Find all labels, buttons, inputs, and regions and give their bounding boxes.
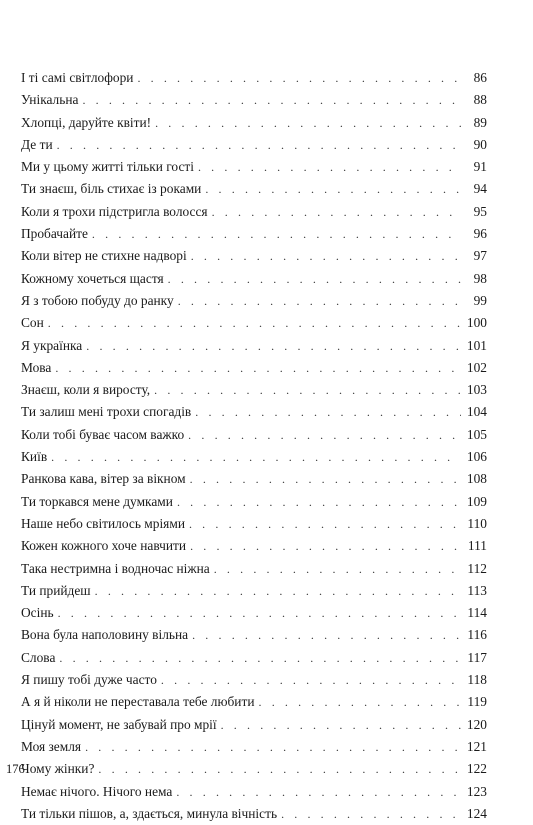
toc-entry-title: Ми у цьому житті тільки гості xyxy=(21,159,194,175)
toc-entry-page: 101 xyxy=(466,337,487,353)
toc-entry-title: Я пишу тобі дуже часто xyxy=(21,672,157,688)
toc-entry-page: 86 xyxy=(473,70,487,85)
toc-entry-title: Пробачайте xyxy=(21,226,88,242)
toc-entry-title: Я українка xyxy=(21,337,83,353)
dot-leader xyxy=(177,491,461,513)
toc-entry xyxy=(21,201,487,223)
toc-entry xyxy=(21,134,487,156)
dot-leader xyxy=(221,714,461,736)
toc-entry xyxy=(21,290,487,312)
toc-entry-page: 110 xyxy=(467,515,487,531)
toc-entry xyxy=(21,691,487,713)
toc-entry-title: Вона була наполовину вільна xyxy=(21,627,189,643)
toc-entry-title: Ти прийдеш xyxy=(21,582,91,598)
toc-entry-page: 91 xyxy=(473,159,487,175)
toc-entry xyxy=(21,379,487,401)
toc-entry-title: Цінуй момент, не забувай про мрії xyxy=(21,716,217,732)
toc-entry xyxy=(21,758,487,780)
toc-entry-page: 99 xyxy=(473,292,487,308)
toc-entry-page: 105 xyxy=(466,426,487,442)
dot-leader xyxy=(92,223,461,245)
toc-entry-page: 124 xyxy=(466,805,487,821)
toc-entry xyxy=(21,424,487,446)
toc-entry-page: 88 xyxy=(473,92,487,108)
dot-leader xyxy=(189,513,461,535)
dot-leader xyxy=(51,446,461,468)
toc-entry xyxy=(21,335,487,357)
toc-entry-page: 104 xyxy=(466,404,487,420)
toc-entry xyxy=(21,401,487,423)
toc-entry-title: Ранкова кава, вітер за вікном xyxy=(21,471,186,487)
dot-leader xyxy=(176,781,461,803)
toc-entry-page: 90 xyxy=(473,136,487,152)
toc-entry-page: 123 xyxy=(466,783,487,799)
toc-entry-title: Ти знаєш, біль стихає із роками xyxy=(21,181,202,197)
toc-entry-page: 111 xyxy=(467,538,487,554)
toc-entry-title: Наше небо світилось мріями xyxy=(21,515,185,531)
toc-entry-title: Кожен кожного хоче навчити xyxy=(21,538,187,554)
toc-entry xyxy=(21,357,487,379)
dot-leader xyxy=(95,580,461,602)
toc-entry-page: 121 xyxy=(466,738,487,754)
toc-entry-page: 94 xyxy=(473,181,487,197)
dot-leader xyxy=(281,803,461,825)
toc-entry-page: 118 xyxy=(467,672,487,688)
toc-entry-title: Унікальна xyxy=(21,92,79,108)
toc-entry-page: 109 xyxy=(466,493,487,509)
dot-leader xyxy=(192,624,461,646)
toc-entry-page: 106 xyxy=(466,449,487,465)
dot-leader xyxy=(154,379,461,401)
toc-entry xyxy=(21,535,487,557)
toc-entry-title: Я з тобою побуду до ранку xyxy=(21,292,174,308)
toc-entry xyxy=(21,446,487,468)
toc-entry xyxy=(21,491,487,513)
dot-leader xyxy=(195,401,461,423)
toc-entry-title: Немає нічого. Нічого нема xyxy=(21,783,173,799)
toc-entry-title: Коли вітер не стихне надворі xyxy=(21,248,187,264)
dot-leader xyxy=(168,268,461,290)
toc-entry-page: 100 xyxy=(466,315,487,331)
toc-entry xyxy=(21,468,487,490)
toc-entry xyxy=(21,312,487,334)
toc-entry-page: 117 xyxy=(467,649,487,665)
toc-entry-page: 103 xyxy=(466,382,487,398)
dot-leader xyxy=(59,647,461,669)
toc-entry xyxy=(21,647,487,669)
dot-leader xyxy=(188,424,461,446)
toc-entry-page: 89 xyxy=(473,114,487,130)
toc-entry-title: Чому жінки? xyxy=(21,761,95,777)
dot-leader xyxy=(155,112,461,134)
dot-leader xyxy=(82,89,461,111)
dot-leader xyxy=(191,245,461,267)
toc-entry-page: 116 xyxy=(467,627,487,643)
toc-entry-page: 112 xyxy=(467,560,487,576)
toc-entry-page: 102 xyxy=(466,359,487,375)
toc-entry xyxy=(21,268,487,290)
page-number: 176 xyxy=(6,762,25,776)
toc-entry-page: 96 xyxy=(473,226,487,242)
dot-leader xyxy=(190,535,461,557)
toc-entry xyxy=(21,580,487,602)
dot-leader xyxy=(58,602,461,624)
toc-entry xyxy=(21,558,487,580)
toc-entry xyxy=(21,714,487,736)
toc-entry xyxy=(21,736,487,758)
toc-entry-page: 120 xyxy=(466,716,487,732)
dot-leader xyxy=(137,67,461,89)
toc-entry-title: Ти залиш мені трохи спогадів xyxy=(21,404,192,420)
toc-entry-title: Київ xyxy=(21,449,48,465)
toc-entry-title: А я й ніколи не переставала тебе любити xyxy=(21,694,255,710)
toc-entry xyxy=(21,624,487,646)
dot-leader xyxy=(161,669,461,691)
toc-entry-page: 119 xyxy=(467,694,487,710)
dot-leader xyxy=(98,758,461,780)
toc-entry-title: Мова xyxy=(21,359,52,375)
toc-entry-title: Коли я трохи підстригла волосся xyxy=(21,203,208,219)
toc-entry-title: Ти тільки пішов, а, здається, минула вічність xyxy=(21,805,278,821)
dot-leader xyxy=(198,156,461,178)
toc-entry-page: 97 xyxy=(473,248,487,264)
dot-leader xyxy=(48,312,461,334)
toc-entry xyxy=(21,803,487,825)
toc-entry xyxy=(21,669,487,691)
toc-entry xyxy=(21,513,487,535)
table-of-contents xyxy=(21,67,487,825)
toc-entry xyxy=(21,89,487,111)
toc-entry xyxy=(21,602,487,624)
toc-entry-title: Де ти xyxy=(21,136,53,152)
toc-entry-page: 108 xyxy=(466,471,487,487)
toc-entry xyxy=(21,245,487,267)
toc-entry-title: Кожному хочеться щастя xyxy=(21,270,164,286)
toc-entry-title: Ти торкався мене думками xyxy=(21,493,173,509)
toc-entry-page: 113 xyxy=(467,582,487,598)
toc-entry-title: Осінь xyxy=(21,605,54,621)
toc-entry-page: 122 xyxy=(466,761,487,777)
toc-entry-title: Знаєш, коли я виросту, xyxy=(21,382,151,398)
toc-entry-title: Слова xyxy=(21,649,56,665)
dot-leader xyxy=(259,691,462,713)
toc-entry xyxy=(21,223,487,245)
toc-entry xyxy=(21,112,487,134)
dot-leader xyxy=(57,134,461,156)
toc-entry-page: 98 xyxy=(473,270,487,286)
toc-entry-title: Коли тобі буває часом важко xyxy=(21,426,185,442)
dot-leader xyxy=(212,201,461,223)
toc-entry-title: Така нестримна і водночас ніжна xyxy=(21,560,210,576)
toc-entry-title: Сон xyxy=(21,315,44,331)
toc-entry xyxy=(21,178,487,200)
dot-leader xyxy=(190,468,461,490)
toc-entry-page: 95 xyxy=(473,203,487,219)
dot-leader xyxy=(85,736,461,758)
toc-entry-title: Хлопці, даруйте квіти! xyxy=(21,114,152,130)
dot-leader xyxy=(214,558,461,580)
dot-leader xyxy=(86,335,461,357)
toc-entry xyxy=(21,156,487,178)
toc-entry-page: 114 xyxy=(467,605,487,621)
toc-entry-title: Моя земля xyxy=(21,738,82,754)
toc-entry-title: І ті самі світлофори xyxy=(21,70,134,85)
toc-entry xyxy=(21,781,487,803)
dot-leader xyxy=(55,357,461,379)
dot-leader xyxy=(178,290,461,312)
dot-leader xyxy=(205,178,461,200)
toc-entry xyxy=(21,67,487,89)
